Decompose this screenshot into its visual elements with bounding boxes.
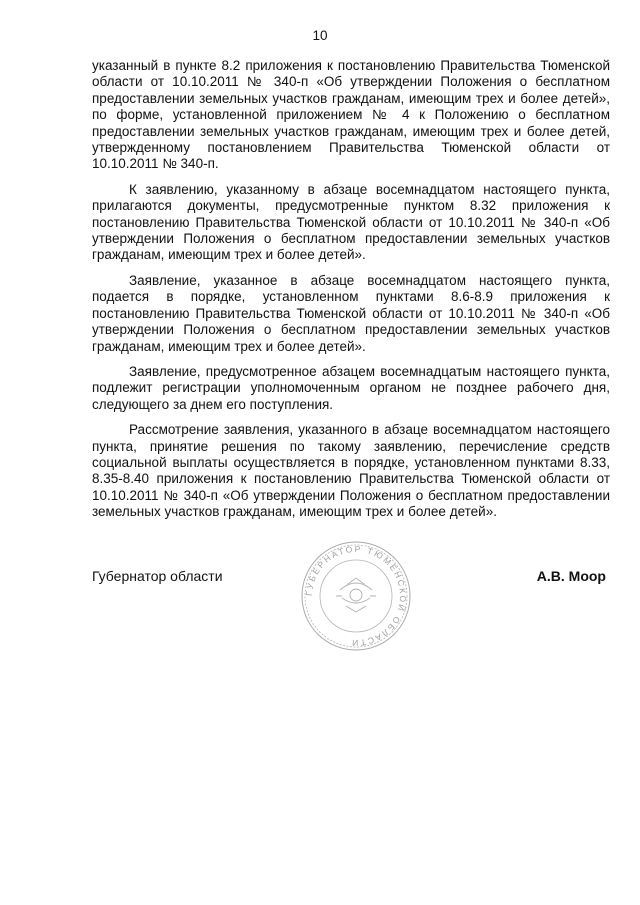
- official-seal-icon: [300, 540, 412, 652]
- seal-text: ГУБЕРНАТОР ТЮМЕНСКОЙ ОБЛАСТИ: [303, 543, 409, 649]
- page-number: 10: [312, 28, 328, 43]
- signatory-title: Губернатор области: [92, 568, 223, 584]
- paragraph-2: К заявлению, указанному в абзаце восемнадцатом настоящего пункта, прилагаются документы, предусмотренные пунктом 8.32 приложения к постановлению Правительства Тюменской области от 10.10.2011 № 340-п «Об утверждении Положения о бесплатном предоставлении земельных участков гражданам, имеющим трех и более детей».: [92, 181, 610, 263]
- signature-block: [92, 568, 610, 588]
- paragraph-5: Рассмотрение заявления, указанного в абзаце восемнадцатом настоящего пункта, принятие решения по такому заявлению, перечисление средств социальной выплаты осуществляется в порядке, установленном пунктами 8.33, 8.35-8.40 приложения к постановлению Правительства Тюменской области от 10.10.2011 № 340-п «Об утверждении Положения о бесплатном предоставлении земельных участков гражданам, имеющим трех и более детей».: [92, 422, 610, 520]
- paragraph-4: Заявление, предусмотренное абзацем восемнадцатым настоящего пункта, подлежит регистрации уполномоченным органом не позднее рабочего дня, следующего за днем его поступления.: [92, 363, 610, 412]
- document-body: [92, 58, 610, 530]
- signatory-name: А.В. Моор: [536, 568, 606, 584]
- paragraph-3: Заявление, указанное в абзаце восемнадцатом настоящего пункта, подается в порядке, установленном пунктами 8.6-8.9 приложения к постановлению Правительства Тюменской области от 10.10.2011 № 340-п «Об утверждении Положения о бесплатном предоставлении земельных участков гражданам, имеющим трех и более детей».: [92, 272, 610, 354]
- paragraph-1: указанный в пункте 8.2 приложения к постановлению Правительства Тюменской области от 10.10.2011 № 340-п «Об утверждении Положения о бесплатном предоставлении земельных участков гражданам, имеющим трех и более детей», по форме, установленной приложением № 4 к Положению о бесплатном предоставлении земельных участков гражданам, имеющим трех и более детей, утвержденному постановлением Правительства Тюменской области от 10.10.2011 № 340-п.: [92, 58, 610, 172]
- svg-text:ГУБЕРНАТОР ТЮМЕНСКОЙ ОБЛАСТИ: [304, 544, 408, 648]
